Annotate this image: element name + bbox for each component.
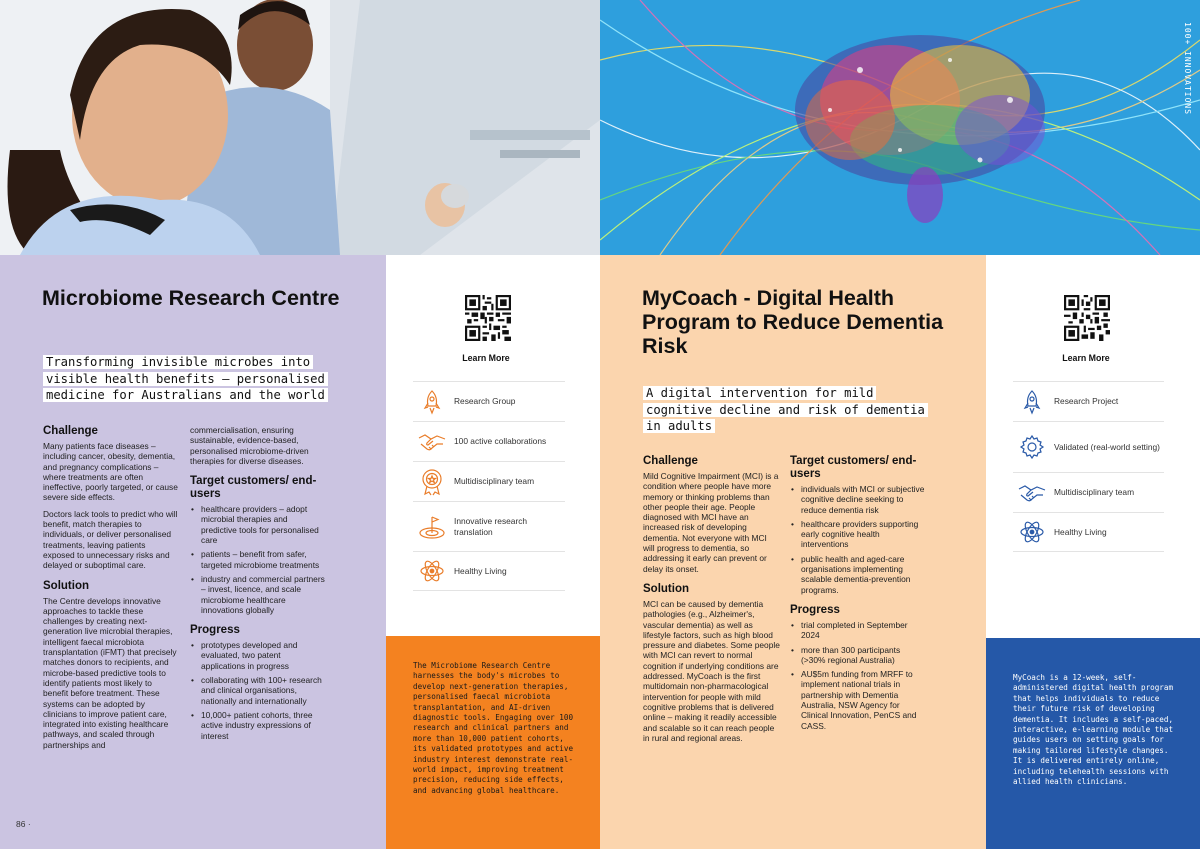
progress-list [190, 640, 325, 741]
section-label: 100+ INNOVATIONS [1183, 22, 1192, 116]
list-item: • individuals with MCI or subjective cognitive decline seeking to reduce dementia risk [790, 484, 925, 515]
target-flag-icon [413, 514, 451, 540]
list-item: • healthcare providers supporting early cognitive health interventions [790, 519, 925, 550]
progress-list [790, 620, 925, 731]
solution-text: The Centre develops innovative approaches to tackle these challenges by creating next-generation live microbial therapies, intelligent faecal microbiota transplantation (iFMT) that precisely matches donors to recipients, and microbe-based predictive tools to identify patients most likely to benefit before treatment. These systems can be adopted by clinicians to improve patient care, integrated into existing healthcare pathways, and scaled through partnerships and [43, 595, 177, 750]
list-item: • more than 300 participants (>30% regional Australia) [790, 645, 925, 666]
solution-heading: Solution [643, 582, 689, 595]
learn-more-link[interactable]: Learn More [462, 353, 510, 363]
handshake-icon [413, 430, 451, 454]
target-heading: Target customers/ end-users [790, 455, 917, 480]
right-column-1 [643, 455, 780, 752]
list-item: • healthcare providers – adopt microbial therapies and predictive tools for personalised care [190, 504, 325, 545]
target-heading: Target customers/ end-users [190, 475, 317, 501]
challenge-text: Mild Cognitive Impairment (MCI) is a condition where people have more memory or thinking problems than other people their age. People diagnosed with MCI have an increased risk of developing dementia. Not everyone with MCI will progress to dementia, so addressing it early can prevent or delay its onset. [643, 471, 779, 574]
list-item: • industry and commercial partners – invest, licence, and scale microbiome healthcare innovations globally [190, 574, 325, 615]
attribute-item [1013, 381, 1164, 421]
page-title: MyCoach - Digital Health Program to Reduce Dementia Risk [642, 286, 944, 358]
handshake-icon [1013, 481, 1051, 505]
tagline: Transforming invisible microbes into visible health benefits – personalised medicine for Australians and the world [43, 354, 343, 404]
progress-heading: Progress [190, 624, 240, 637]
challenge-heading: Challenge [43, 425, 98, 437]
attribute-label: Multidisciplinary team [454, 476, 535, 487]
attribute-label: 100 active collaborations [454, 436, 547, 447]
rocket-icon [413, 389, 451, 415]
solution-text: MCI can be caused by dementia pathologies (e.g., Alzheimer's, vascular dementia) as well as lifestyle factors, such as high blood pressure and diabetes. Some people with MCI can revert to normal cognition if underlying conditions are addressed. MyCoach is the first multidomain non-pharmacological intervention for people with mild cognitive problems that is delivered online – making it readily accessible and scalable so it can reach people in rural and regional areas. [643, 598, 780, 743]
left-column-1 [43, 425, 178, 759]
progress-heading: Progress [790, 603, 840, 616]
attribute-item [413, 381, 565, 421]
list-item: • patients – benefit from safer, targeted microbiome treatments [190, 549, 325, 570]
attribute-item [1013, 421, 1164, 472]
attribute-item [413, 501, 565, 551]
list-item: • public health and aged-care organisations implementing scalable dementia-prevention programs. [790, 554, 925, 595]
atom-icon [413, 558, 451, 584]
attribute-item [1013, 472, 1164, 512]
right-column-2 [790, 455, 925, 740]
gear-icon [1013, 434, 1051, 460]
attribute-item [413, 461, 565, 501]
qr-code[interactable] [465, 295, 511, 341]
attribute-item [413, 551, 565, 591]
lab-photo [0, 0, 600, 255]
attribute-item [1013, 512, 1164, 552]
attribute-item [413, 421, 565, 461]
target-list [790, 484, 925, 595]
challenge-heading: Challenge [643, 455, 698, 467]
left-column-2 [190, 425, 325, 750]
brain-illustration [600, 0, 1200, 255]
page-number: 86 · [16, 819, 31, 829]
attribute-label: Research Group [454, 396, 516, 407]
attribute-label: Research Project [1054, 396, 1119, 407]
list-item: • trial completed in September 2024 [790, 620, 925, 641]
attribute-label: Multidisciplinary team [1054, 487, 1135, 498]
learn-more-link[interactable]: Learn More [1062, 353, 1110, 363]
tagline: A digital intervention for mild cognitive decline and risk of dementia in adults [643, 385, 943, 435]
atom-icon [1013, 519, 1051, 545]
list-item: • collaborating with 100+ research and clinical organisations, nationally and internationally [190, 675, 325, 706]
list-item: • prototypes developed and evaluated, two patent applications in progress [190, 640, 325, 671]
challenge-text: Doctors lack tools to predict who will benefit, match therapies to individuals, or deliver personalised treatments, leaving patients exposed to unnecessary risks and delayed or suboptimal care. [43, 508, 178, 571]
award-medal-icon [413, 468, 451, 496]
solution-heading: Solution [43, 579, 89, 592]
target-list [190, 504, 325, 615]
summary-text: MyCoach is a 12-week, self-administered digital health program that helps individuals to reduce their future risk of developing dementia. It includes a self-paced, interactive, e-learning module that guides users on setting goals for making tailored lifestyle changes. It is delivered entirely online, including telehealth sessions with allied health clinicians. [1013, 673, 1174, 787]
attribute-label: Innovative research translation [454, 516, 528, 537]
left-attribute-list [413, 381, 565, 591]
attribute-label: Healthy Living [1054, 526, 1107, 537]
challenge-text: Many patients face diseases – including cancer, obesity, dementia, and pregnancy complications – where treatments are often ineffective, poorly targeted, or cause severe side effects. [43, 441, 178, 503]
list-item: • 10,000+ patient cohorts, three active industry expressions of interest [190, 710, 325, 741]
rocket-icon [1013, 389, 1051, 415]
list-item: • AU$5m funding from MRFF to implement national trials in partnership with Dementia Australia, NSW Agency for Clinical Innovation, PenCS and CASS. [790, 669, 925, 731]
solution-text-continued: commercialisation, ensuring sustainable, evidence-based, personalised microbiome-driven therapies for diverse diseases. [190, 425, 309, 466]
page-title: Microbiome Research Centre [42, 286, 340, 310]
attribute-label: Validated (real-world setting) [1054, 441, 1160, 452]
attribute-label: Healthy Living [454, 565, 507, 576]
right-attribute-list [1013, 381, 1164, 552]
summary-text: The Microbiome Research Centre harnesses the body's microbes to develop next-generation therapies, personalised faecal microbiota transplantation, and AI-driven diagnostic tools. Engaging over 100 research and clinical partners and more than 10,000 patient cohorts, its validated prototypes and active industry interest demonstrate real-world impact, improving treatment precision, reducing side effects, and advancing global healthcare. [413, 661, 574, 795]
qr-code[interactable] [1064, 295, 1110, 341]
